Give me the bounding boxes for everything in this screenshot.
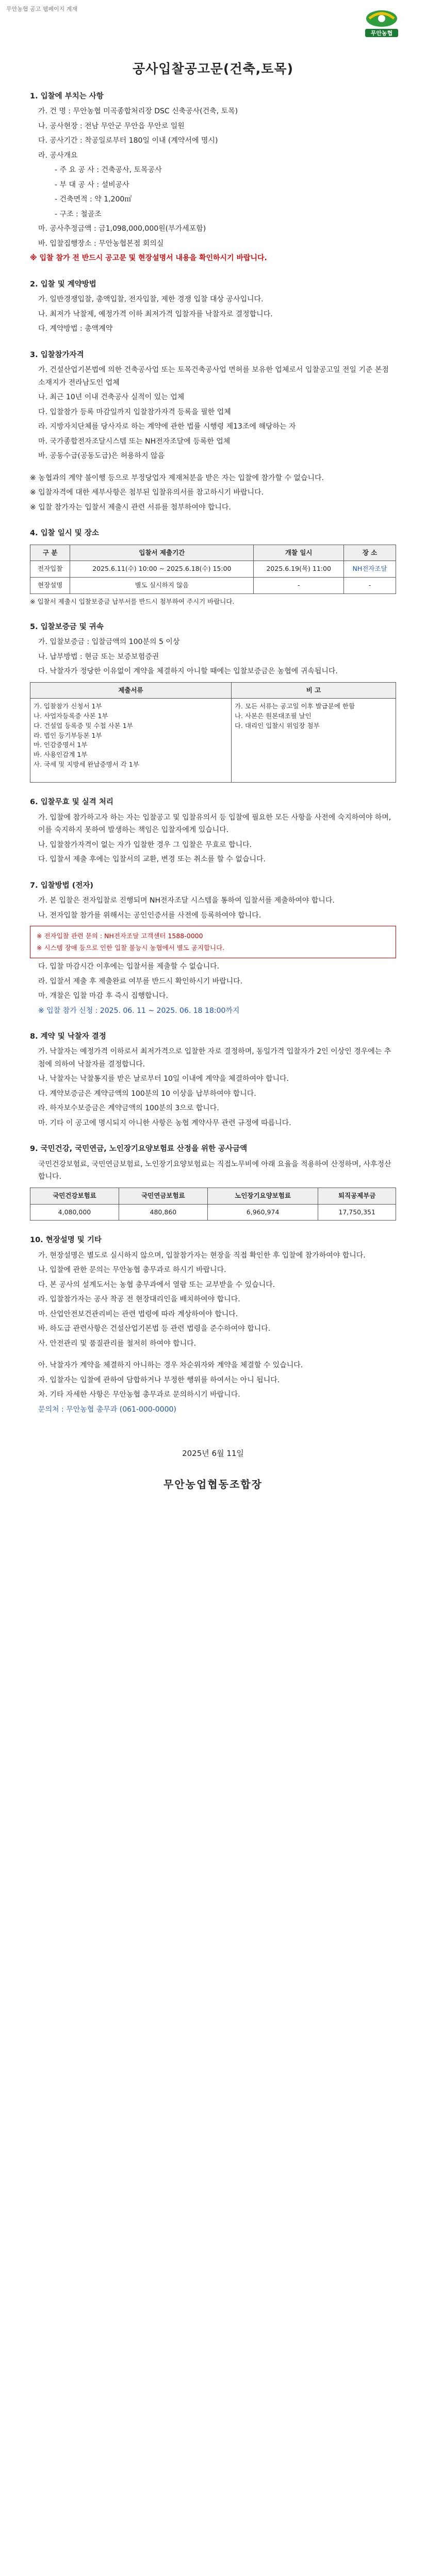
text-line: 나. 납부방법 : 현금 또는 보증보험증권 bbox=[38, 652, 159, 661]
text-line: 가. 현장설명은 별도로 실시하지 않으며, 입찰참가자는 현장을 직접 확인한 후 입찰에 참가하여야 합니다. bbox=[38, 1251, 366, 1260]
text-line: 다. 입찰 마감시간 이후에는 입찰서를 제출할 수 없습니다. bbox=[38, 962, 220, 971]
text-line: 가. 낙찰자는 예정가격 이하로서 최저가격으로 입찰한 자로 결정하며, 동일가격 입찰자가 2인 이상인 경우에는 추첨에 의하여 낙찰자를 결정합니다. bbox=[38, 1047, 391, 1069]
text-line: 라. 입찰참가자는 공사 착공 전 현장대리인을 배치하여야 합니다. bbox=[38, 1295, 240, 1304]
text-line: 마. 산업안전보건관리비는 관련 법령에 따라 계상하여야 합니다. bbox=[38, 1310, 238, 1318]
table-header: 국민건강보험료 bbox=[30, 1188, 119, 1204]
table-cell: 480,860 bbox=[119, 1204, 207, 1221]
text-line: 바. 하도급 관련사항은 건설산업기본법 등 관련 법령을 준수하여야 합니다. bbox=[38, 1325, 271, 1333]
page-title: 공사입찰공고문(건축,토목) bbox=[133, 61, 293, 76]
note-line: ※ 농협과의 계약 불이행 등으로 부정당업자 제재처분을 받은 자는 입찰에 참가할 수 없습니다. bbox=[30, 473, 324, 482]
text-line: - 주 요 공 사 : 건축공사, 토목공사 bbox=[55, 166, 162, 175]
logo-icon bbox=[362, 7, 401, 39]
table-cell: - bbox=[254, 578, 344, 594]
text-line: 다. 본 공사의 설계도서는 농협 총무과에서 열람 또는 교부받을 수 있습니다. bbox=[38, 1280, 275, 1289]
application-period: ※ 입찰 참가 신청 : 2025. 06. 11 ~ 2025. 06. 18 18:00까지 bbox=[38, 1006, 240, 1015]
text-line: 나. 입찰에 관한 문의는 무안농협 총무과로 하시기 바랍니다. bbox=[38, 1266, 226, 1275]
svg-text:무안농협: 무안농협 bbox=[370, 30, 393, 37]
text-line: 가. 건 명 : 무안농협 미곡종합처리장 DSC 신축공사(건축, 토목) bbox=[38, 107, 238, 116]
insurance-table bbox=[30, 1188, 396, 1221]
text-line: 나. 최저가 낙찰제, 예정가격 이하 최저가격 입찰자를 낙찰자로 결정합니다. bbox=[38, 310, 273, 318]
text-line: 나. 전자입찰 참가를 위해서는 공인인증서를 사전에 등록하여야 합니다. bbox=[38, 911, 261, 920]
table-header: 퇴직공제부금 bbox=[318, 1188, 396, 1204]
text-line: 다. 공사기간 : 착공일로부터 180일 이내 (계약서에 명시) bbox=[38, 137, 218, 145]
table-cell: 별도 실시하지 않음 bbox=[70, 578, 254, 594]
section-heading: 9. 국민건강, 국민연금, 노인장기요양보험료 산정을 위한 공사금액 bbox=[30, 1145, 248, 1154]
note-line: ※ 입찰서 제출시 입찰보증금 납부서를 반드시 첨부하여 주시기 바랍니다. bbox=[30, 597, 235, 605]
section-heading: 2. 입찰 및 계약방법 bbox=[30, 280, 96, 289]
warning-text: ※ 입찰 참가 전 반드시 공고문 및 현장설명서 내용을 확인하시기 바랍니다. bbox=[30, 254, 267, 263]
table-cell: 2025.6.19(목) 11:00 bbox=[254, 561, 344, 578]
text-line: 라. 입찰서 제출 후 제출완료 여부를 반드시 확인하시기 바랍니다. bbox=[38, 977, 243, 986]
text-line: 바. 공동수급(공동도급)은 허용하지 않음 bbox=[38, 452, 165, 461]
text-line: 라. 하자보수보증금은 계약금액의 100분의 3으로 합니다. bbox=[38, 1104, 219, 1113]
table-row bbox=[30, 561, 396, 578]
text-line: 다. 계약방법 : 총액계약 bbox=[38, 325, 113, 333]
table-cell: 전자입찰 bbox=[30, 561, 70, 578]
text-line: 마. 기타 이 공고에 명시되지 아니한 사항은 농협 계약사무 관련 규정에 따릅니다. bbox=[38, 1118, 291, 1127]
section-heading: 7. 입찰방법 (전자) bbox=[30, 881, 93, 890]
table-cell: 17,750,351 bbox=[318, 1204, 396, 1221]
text-line: 가. 입찰에 참가하고자 하는 자는 입찰공고 및 입찰유의서 등 입찰에 필요한 모든 사항을 사전에 숙지하여야 하며, 이를 숙지하지 못하여 발생하는 책임은 입찰자에게 있습니다. bbox=[38, 813, 391, 835]
note-line: ※ 입찰자격에 대한 세부사항은 첨부된 입찰유의서를 참고하시기 바랍니다. bbox=[30, 488, 264, 497]
table-cell: 4,080,000 bbox=[30, 1204, 119, 1221]
text-line: 가. 입찰보증금 : 입찰금액의 100분의 5 이상 bbox=[38, 638, 180, 646]
table-header: 개찰 일시 bbox=[254, 545, 344, 561]
text-line: - 구조 : 철골조 bbox=[55, 210, 102, 218]
notice-line: ※ 전자입찰 관련 문의 : NH전자조달 고객센터 1588-0000 bbox=[37, 932, 203, 940]
table-row bbox=[30, 699, 396, 783]
announcement-date: 2025년 6월 11일 bbox=[182, 1449, 244, 1459]
contact-line: 문의처 : 무안농협 총무과 (061-000-0000) bbox=[38, 1405, 176, 1414]
section-heading: 1. 입찰에 부치는 사항 bbox=[30, 92, 104, 100]
section-heading: 6. 입찰무효 및 실격 처리 bbox=[30, 798, 113, 807]
section-heading: 10. 현장설명 및 기타 bbox=[30, 1236, 102, 1245]
note-line: ※ 입찰 참가자는 입찰서 제출시 관련 서류를 첨부하여야 합니다. bbox=[30, 503, 231, 512]
table-row bbox=[30, 1204, 396, 1221]
organization-name: 무안농업협동조합장 bbox=[163, 1478, 263, 1491]
text-line: 차. 기타 자세한 사항은 무안농협 총무과로 문의하시기 바랍니다. bbox=[38, 1391, 240, 1399]
text-line: 나. 최근 10년 이내 건축공사 실적이 있는 업체 bbox=[38, 393, 185, 402]
documents-table bbox=[30, 682, 396, 783]
text-line: 바. 입찰집행장소 : 무안농협본점 회의실 bbox=[38, 239, 164, 248]
text-line: 아. 낙찰자가 계약을 체결하지 아니하는 경우 차순위자와 계약을 체결할 수 있습니다. bbox=[38, 1361, 303, 1370]
table-header: 입찰서 제출기간 bbox=[70, 545, 254, 561]
notice-box bbox=[30, 926, 396, 958]
section-heading: 8. 계약 및 낙찰자 결정 bbox=[30, 1032, 106, 1041]
table-cell: 2025.6.11(수) 10:00 ~ 2025.6.18(수) 15:00 bbox=[70, 561, 254, 578]
text-line: 자. 입찰자는 입찰에 관하여 담합하거나 부정한 행위를 하여서는 아니 됩니다. bbox=[38, 1376, 280, 1384]
text-line: 마. 국가종합전자조달시스템 또는 NH전자조달에 등록한 업체 bbox=[38, 437, 231, 446]
section-heading: 3. 입찰참가자격 bbox=[30, 350, 84, 359]
table-cell: 가. 입찰참가 신청서 1부 나. 사업자등록증 사본 1부 다. 건설업 등록증 및 수첩 사본 1부 라. 법인 등기부등본 1부 마. 인감증명서 1부 바. 사용인감계 1부 사. 국세 및 지방세 완납증명서 각 1부 bbox=[30, 699, 232, 783]
table-header: 국민연금보험료 bbox=[119, 1188, 207, 1204]
table-cell: 가. 모든 서류는 공고일 이후 발급분에 한함 나. 사본은 원본대조필 날인 다. 대리인 입찰시 위임장 첨부 bbox=[231, 699, 396, 783]
text-line: 국민건강보험료, 국민연금보험료, 노인장기요양보험료는 직접노무비에 아래 요율을 적용하여 산정하며, 사후정산합니다. bbox=[38, 1160, 391, 1181]
text-line: 다. 낙찰자가 정당한 이유없이 계약을 체결하지 아니할 때에는 입찰보증금은 농협에 귀속됩니다. bbox=[38, 667, 338, 675]
text-line: 라. 공사개요 bbox=[38, 151, 78, 160]
table-header: 노인장기요양보험료 bbox=[207, 1188, 318, 1204]
document-body bbox=[30, 90, 396, 1494]
table-cell: 현장설명 bbox=[30, 578, 70, 594]
text-line: 가. 본 입찰은 전자입찰로 진행되며 NH전자조달 시스템을 통하여 입찰서를 제출하여야 합니다. bbox=[38, 896, 335, 905]
table-cell: 6,960,974 bbox=[207, 1204, 318, 1221]
text-line: - 건축면적 : 약 1,200㎡ bbox=[55, 195, 132, 204]
text-line: 사. 안전관리 및 품질관리를 철저히 하여야 합니다. bbox=[38, 1339, 196, 1348]
top-note: 무안농협 공고 웹페이지 계재 bbox=[6, 6, 78, 12]
text-line: 다. 입찰참가 등록 마감일까지 입찰참가자격 등록을 필한 업체 bbox=[38, 408, 231, 416]
table-row bbox=[30, 578, 396, 594]
text-line: 가. 일반경쟁입찰, 총액입찰, 전자입찰, 제한 경쟁 입찰 대상 공사입니다. bbox=[38, 295, 264, 304]
text-line: 가. 건설산업기본법에 의한 건축공사업 또는 토목건축공사업 면허를 보유한 업체로서 입찰공고일 전일 기준 본점 소재지가 전라남도인 업체 bbox=[38, 366, 389, 387]
text-line: - 부 대 공 사 : 설비공사 bbox=[55, 180, 129, 189]
text-line: 마. 공사추정금액 : 금1,098,000,000원(부가세포함) bbox=[38, 225, 206, 233]
text-line: 다. 입찰서 제출 후에는 입찰서의 교환, 변경 또는 취소를 할 수 없습니다. bbox=[38, 855, 266, 864]
text-line: 다. 계약보증금은 계약금액의 100분의 10 이상을 납부하여야 합니다. bbox=[38, 1089, 256, 1098]
text-line: 나. 낙찰자는 낙찰통지를 받은 날로부터 10일 이내에 계약을 체결하여야 합니다. bbox=[38, 1075, 289, 1083]
table-cell: - bbox=[344, 578, 396, 594]
table-header: 비 고 bbox=[231, 682, 396, 699]
section-heading: 5. 입찰보증금 및 귀속 bbox=[30, 622, 104, 631]
notice-line: ※ 시스템 장애 등으로 인한 입찰 불능시 농협에서 별도 공지합니다. bbox=[37, 943, 225, 952]
text-line: 마. 개찰은 입찰 마감 후 즉시 집행합니다. bbox=[38, 992, 168, 1000]
text-line: 라. 지방자치단체를 당사자로 하는 계약에 관한 법률 시행령 제13조에 해당하는 자 bbox=[38, 422, 296, 431]
section-heading: 4. 입찰 일시 및 장소 bbox=[30, 529, 99, 538]
table-header: 장 소 bbox=[344, 545, 396, 561]
table-header: 구 분 bbox=[30, 545, 70, 561]
text-line: 나. 공사현장 : 전남 무안군 무안읍 무안로 일원 bbox=[38, 122, 185, 130]
schedule-table bbox=[30, 545, 396, 594]
text-line: 나. 입찰참가자격이 없는 자가 입찰한 경우 그 입찰은 무효로 합니다. bbox=[38, 840, 252, 849]
table-header: 제출서류 bbox=[30, 682, 232, 699]
table-cell[interactable]: NH전자조달 bbox=[344, 561, 396, 578]
